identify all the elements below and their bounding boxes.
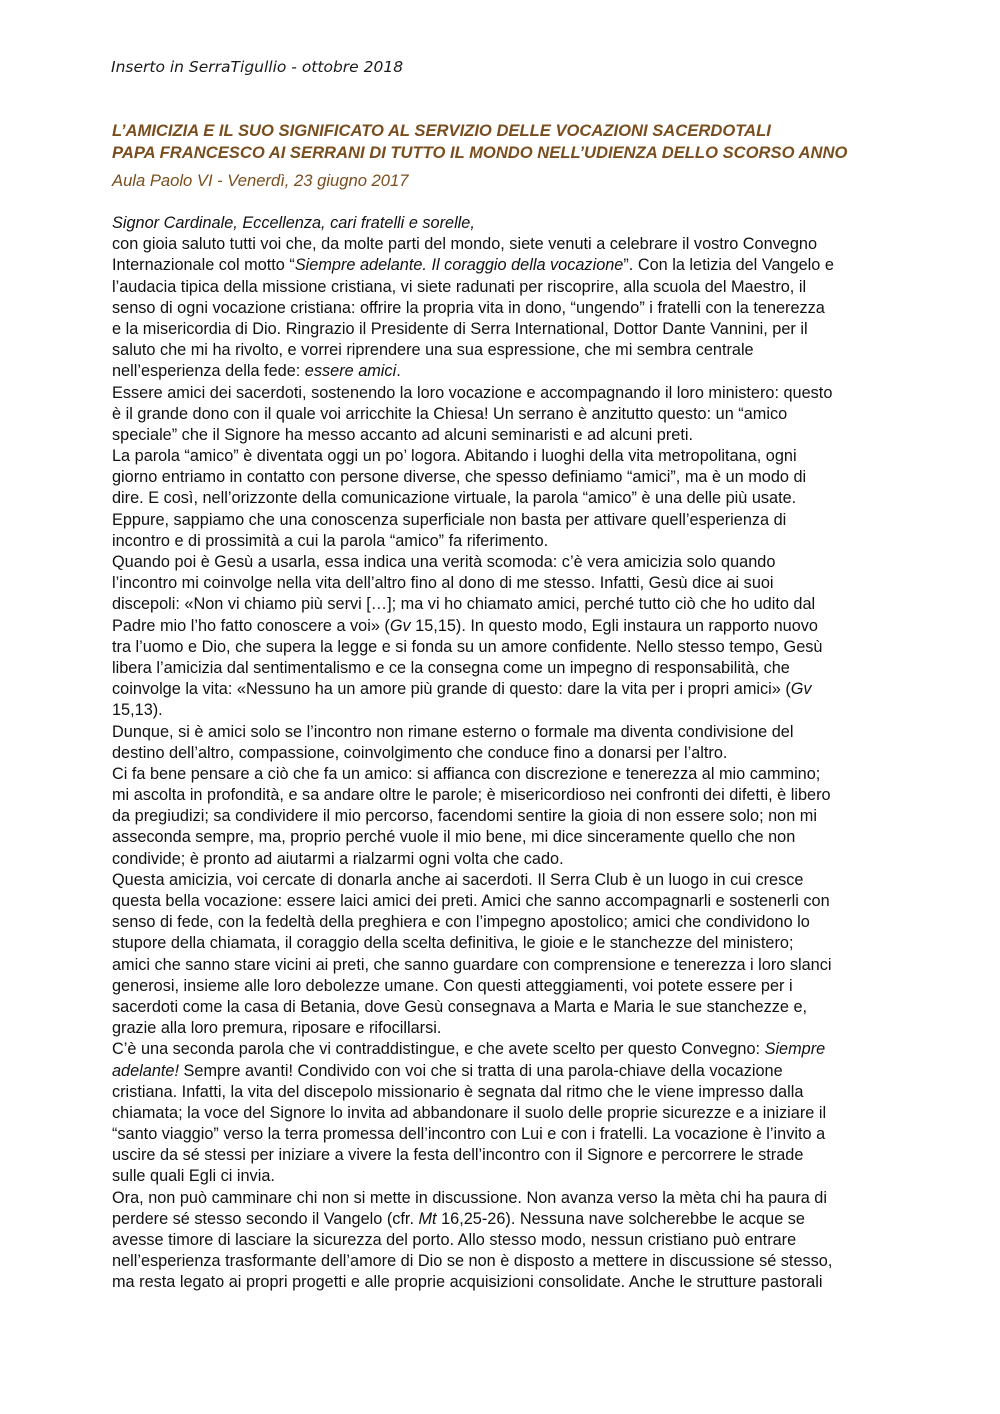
text-run: mi ascolta in profondità, e sa andare oltre le parole; è misericordioso nei confronti dei difetti, è libero xyxy=(112,786,831,805)
text-run: questa bella vocazione: essere laici amici dei preti. Amici che sanno accompagnarli e sostenerli con xyxy=(112,892,830,910)
text-line xyxy=(112,976,942,997)
text-line xyxy=(112,319,942,340)
italic-text: Mt xyxy=(418,1209,437,1228)
text-run: incontro e di prossimità a cui la parola “amico” fa riferimento. xyxy=(112,531,549,550)
article-title xyxy=(112,120,942,164)
text-run: C’è una seconda parola che vi contraddistingue, e che avete scelto per questo Convegno: xyxy=(112,1040,765,1059)
text-line xyxy=(112,234,942,255)
text-run: avesse timore di lasciare la sicurezza del porto. Allo stesso modo, nessun cristiano può entrare xyxy=(112,1231,797,1249)
text-run: La parola “amico” è diventata oggi un po’ logora. Abitando i luoghi della vita metropolitana, ogni xyxy=(112,447,797,466)
text-run: ”. Con la letizia del Vangelo e xyxy=(623,256,834,275)
text-run: giorno entriamo in contatto con persone diverse, che spesso definiamo “amici”, ma è un modo di xyxy=(112,468,807,487)
text-line xyxy=(112,1209,942,1230)
italic-text: Gv xyxy=(389,616,411,635)
text-run: senso di ogni vocazione cristiana: offrire la propria vita in dono, “ungendo” i fratelli con la tenerezza xyxy=(112,298,825,317)
text-line xyxy=(112,658,942,679)
text-line xyxy=(112,404,942,425)
text-run: l’audacia tipica della missione cristiana, vi siete radunati per riscoprire, alla scuola del Maestro, il xyxy=(112,277,807,296)
text-run: Dunque, si è amici solo se l’incontro non rimane esterno o formale ma diventa condivisione del xyxy=(112,722,794,741)
text-line xyxy=(112,1082,942,1103)
text-line xyxy=(112,213,942,234)
text-line xyxy=(112,955,942,976)
text-line xyxy=(112,806,942,827)
italic-text: Siempre adelante. Il coraggio della vocazione xyxy=(294,256,624,275)
text-run: condivide; è pronto ad aiutarmi a rialzarmi ogni volta che cado. xyxy=(112,849,564,868)
text-line xyxy=(112,637,942,658)
text-line xyxy=(112,912,942,933)
text-line xyxy=(112,552,942,573)
text-line xyxy=(112,277,942,298)
text-line xyxy=(112,997,942,1018)
header-note: Inserto in SerraTigullio - ottobre 2018 xyxy=(111,58,404,76)
text-run: nell’esperienza della fede: xyxy=(112,362,305,381)
text-run: speciale” che il Signore ha messo accanto ad alcuni seminaristi e ad alcuni preti. xyxy=(112,425,694,444)
text-run: “santo viaggio” verso la terra promessa dell’incontro con Lui e con i fratelli. La vocazione è l’invito a xyxy=(112,1125,826,1144)
title-line: PAPA FRANCESCO AI SERRANI DI TUTTO IL MONDO NELL’UDIENZA DELLO SCORSO ANNO xyxy=(112,143,848,162)
text-run: cristiana. Infatti, la vita del discepolo missionario è segnata dal ritmo che le viene impresso dalla xyxy=(112,1082,804,1101)
text-run: e la misericordia di Dio. Ringrazio il Presidente di Serra International, Dottor Dante Vannini, per il xyxy=(112,319,808,338)
text-run: da pregiudizi; sa condividere il mio percorso, facendomi sentire la gioia di non essere solo; non mi xyxy=(112,807,817,826)
text-run: l’incontro mi coinvolge nella vita dell’altro fino al dono di me stesso. Infatti, Gesù dice ai suoi xyxy=(112,574,774,593)
text-run: destino dell’altro, compassione, coinvolgimento che conduce fino a donarsi per l’altro. xyxy=(112,743,728,762)
text-line xyxy=(112,764,942,785)
text-run: stupore della chiamata, il coraggio della scelta definitiva, le gioie e le stanchezze del ministero; xyxy=(112,934,794,953)
italic-text: essere amici xyxy=(304,362,397,381)
italic-text: Gv xyxy=(790,680,812,699)
text-line xyxy=(112,616,942,637)
text-run: nell’esperienza trasformante dell’amore di Dio se non è disposto a mettere in discussione sé stesso, xyxy=(112,1252,833,1271)
article-body xyxy=(112,213,942,1294)
text-run: chiamata; la voce del Signore lo invita ad abbandonare il suolo delle proprie sicurezze e a iniziare il xyxy=(112,1103,827,1122)
text-run: Quando poi è Gesù a usarla, essa indica una verità scomoda: c’è vera amicizia solo quando xyxy=(112,553,776,571)
text-run: senso di fede, con la fedeltà della preghiera e con l’impegno apostolico; amici che condividono lo xyxy=(112,913,810,932)
text-line xyxy=(112,785,942,806)
text-line xyxy=(112,383,942,404)
text-line xyxy=(112,1103,942,1124)
text-run: è il grande dono con il quale voi arricchite la Chiesa! Un serrano è anzitutto questo: un “amico xyxy=(112,404,788,423)
text-line xyxy=(112,594,942,615)
text-line xyxy=(112,849,942,870)
text-line xyxy=(112,573,942,594)
text-line xyxy=(112,488,942,509)
text-line xyxy=(112,1230,942,1251)
text-run: Ora, non può camminare chi non si mette in discussione. Non avanza verso la mèta chi ha paura di xyxy=(112,1188,827,1207)
text-line xyxy=(112,1039,942,1060)
text-line xyxy=(112,298,942,319)
text-run: Ci fa bene pensare a ciò che fa un amico: si affianca con discrezione e tenerezza al mio cammino; xyxy=(112,764,821,783)
text-run: amici che sanno stare vicini ai preti, che sanno guardare con comprensione e tenerezza i loro slanci xyxy=(112,955,832,974)
text-line xyxy=(112,933,942,954)
text-line xyxy=(112,679,942,700)
text-run: generosi, insieme alle loro debolezze umane. Con questi atteggiamenti, voi potete essere per i xyxy=(112,976,793,995)
italic-text: Signor Cardinale, Eccellenza, cari fratelli e sorelle, xyxy=(112,214,475,232)
text-line xyxy=(112,1124,942,1145)
text-line xyxy=(112,1018,942,1039)
text-line xyxy=(112,722,942,743)
italic-text: Siempre xyxy=(764,1040,826,1059)
text-line xyxy=(112,531,942,552)
text-line xyxy=(112,425,942,446)
text-run: libera l’amicizia dal sentimentalismo e ce la consegna come un impegno di responsabilità, che xyxy=(112,658,790,677)
text-run: 16,25-26). Nessuna nave solcherebbe le acque se xyxy=(436,1209,805,1228)
text-line xyxy=(112,1188,942,1209)
text-run: . xyxy=(396,362,401,381)
text-run: discepoli: «Non vi chiamo più servi […]; ma vi ho chiamato amici, perché tutto ciò che ho udito dal xyxy=(112,595,816,614)
article-subtitle: Aula Paolo VI - Venerdì, 23 giugno 2017 xyxy=(112,171,409,190)
text-line xyxy=(112,743,942,764)
text-run: perdere sé stesso secondo il Vangelo (cfr. xyxy=(112,1209,419,1228)
text-line xyxy=(112,361,942,382)
text-line xyxy=(112,1251,942,1272)
italic-text: adelante! xyxy=(112,1061,179,1080)
text-run: Internazionale col motto “ xyxy=(112,256,295,275)
text-line xyxy=(112,1272,942,1293)
text-run: coinvolge la vita: «Nessuno ha un amore più grande di questo: dare la vita per i propri amici» ( xyxy=(112,680,791,699)
text-run: Questa amicizia, voi cercate di donarla anche ai sacerdoti. Il Serra Club è un luogo in cui cresce xyxy=(112,870,804,889)
text-line xyxy=(112,255,942,276)
text-run: sacerdoti come la casa di Betania, dove Gesù consegnava a Marta e Maria le sue stanchezze e, xyxy=(112,997,808,1016)
text-run: Padre mio l’ho fatto conoscere a voi» ( xyxy=(112,616,390,635)
text-run: saluto che mi ha rivolto, e vorrei riprendere una sua espressione, che mi sembra centrale xyxy=(112,341,754,360)
text-line xyxy=(112,870,942,891)
text-run: asseconda sempre, ma, proprio perché vuole il mio bene, mi dice sinceramente quello che non xyxy=(112,828,796,847)
text-run: grazie alla loro premura, riposare e rifocillarsi. xyxy=(112,1019,442,1038)
text-line xyxy=(112,700,942,721)
text-run: Eppure, sappiamo che una conoscenza superficiale non basta per attivare quell’esperienza di xyxy=(112,510,787,529)
text-line xyxy=(112,1061,942,1082)
text-run: Essere amici dei sacerdoti, sostenendo la loro vocazione e accompagnando il loro ministero: questo xyxy=(112,383,833,402)
text-run: sulle quali Egli ci invia. xyxy=(112,1167,275,1186)
text-run: ma resta legato ai propri progetti e alle proprie acquisizioni consolidate. Anche le strutture pastorali xyxy=(112,1273,823,1292)
text-line xyxy=(112,340,942,361)
text-line xyxy=(112,1145,942,1166)
text-run: dire. E così, nell’orizzonte della comunicazione virtuale, la parola “amico” è una delle più usate. xyxy=(112,489,797,508)
text-run: con gioia saluto tutti voi che, da molte parti del mondo, siete venuti a celebrare il vostro Convegno xyxy=(112,235,818,254)
text-run: tra l’uomo e Dio, che supera la legge e si fonda su un amore confidente. Nello stesso tempo, Gesù xyxy=(112,637,823,656)
text-line xyxy=(112,446,942,467)
text-run: 15,15). In questo modo, Egli instaura un rapporto nuovo xyxy=(410,616,818,635)
text-run: Sempre avanti! Condivido con voi che si tratta di una parola-chiave della vocazione xyxy=(179,1061,783,1080)
text-line xyxy=(112,467,942,488)
text-run: uscire da sé stessi per iniziare a vivere la festa dell’incontro con il Signore e percorrere le strade xyxy=(112,1146,804,1165)
text-line xyxy=(112,891,942,912)
text-line xyxy=(112,510,942,531)
text-line xyxy=(112,827,942,848)
text-run: 15,13). xyxy=(112,701,163,720)
title-line: L’AMICIZIA E IL SUO SIGNIFICATO AL SERVIZIO DELLE VOCAZIONI SACERDOTALI xyxy=(112,121,771,140)
text-line xyxy=(112,1166,942,1187)
